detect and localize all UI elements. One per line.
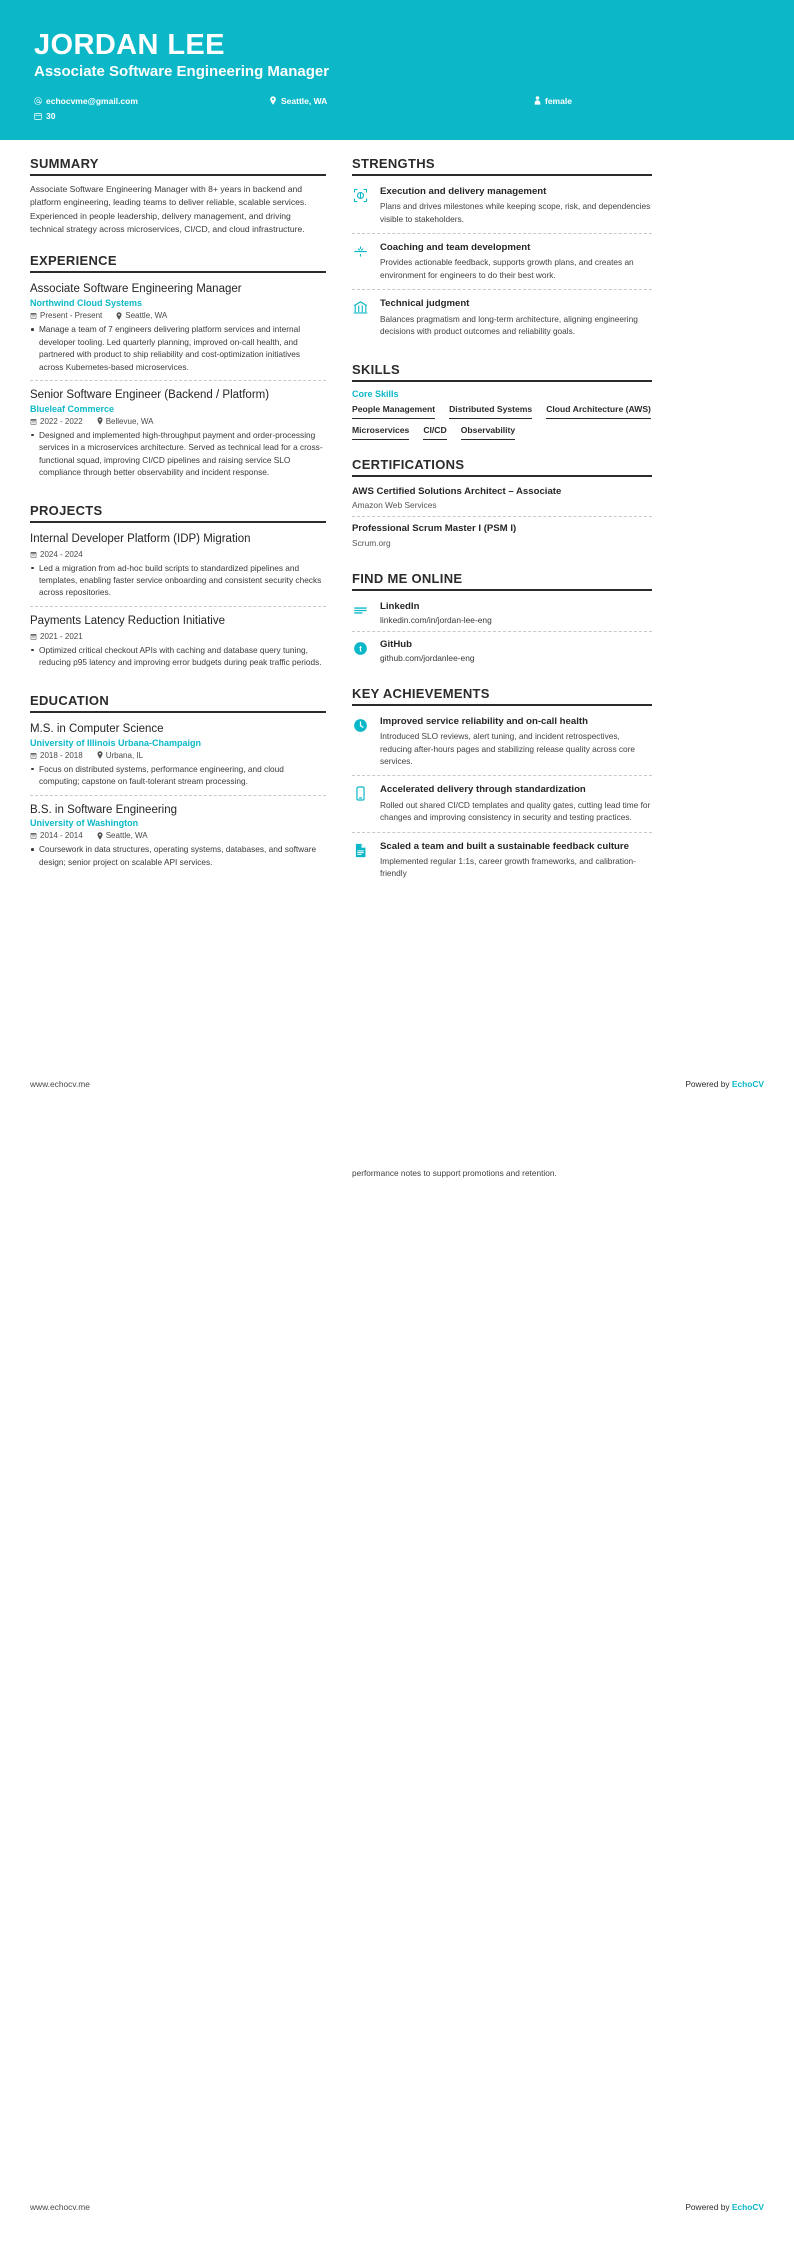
calendar-icon — [30, 752, 37, 759]
education-location — [97, 831, 148, 840]
experience-bullets — [30, 323, 326, 373]
experience-location-value: Seattle, WA — [125, 311, 168, 321]
project-item — [30, 530, 326, 606]
education-school: University of Illinois Urbana-Champaign — [30, 737, 202, 748]
experience-role: Associate Software Engineering Manager — [30, 283, 242, 296]
calendar-icon — [30, 312, 37, 319]
strength-heading: Technical judgment — [380, 298, 470, 310]
achievement-heading: Scaled a team and built a sustainable feedback culture — [380, 840, 629, 852]
calendar-icon — [30, 832, 37, 839]
project-dates — [30, 632, 83, 641]
calendar-icon — [30, 551, 37, 558]
header-banner — [0, 0, 794, 140]
strength-heading: Execution and delivery management — [380, 186, 547, 197]
strength-desc: Plans and drives milestones while keeping scope, risk, and dependencies visible to stakeholders. — [380, 201, 651, 224]
section-projects — [30, 503, 326, 676]
section-summary — [30, 156, 326, 236]
left-column — [30, 156, 326, 905]
bullet: Focus on distributed systems, performance engineering, and cloud computing; capstone on fault-tolerant stream processing. — [30, 763, 326, 788]
contact-gender — [534, 93, 734, 108]
online-profile-github[interactable] — [352, 631, 652, 669]
strength-heading: Coaching and team development — [380, 242, 531, 254]
experience-meta — [30, 417, 326, 426]
bullet: Manage a team of 7 engineers delivering platform services and internal developer tooling. Led quarterly planning, improved on-call health, and partnered with product to ship reliability and cost-optimization initiatives across Kubernetes-based microservices. — [30, 323, 326, 373]
online-profile-label: LinkedIn — [380, 600, 420, 612]
experience-location — [97, 417, 154, 426]
online-profile-url[interactable]: github.com/jordanlee-eng — [380, 652, 475, 663]
achievement-heading: Improved service reliability and on-call health — [380, 715, 588, 727]
contact-email-value: echocvme@gmail.com — [46, 95, 138, 106]
certification-name: AWS Certified Solutions Architect – Associate — [352, 485, 562, 497]
education-item — [30, 720, 326, 795]
achievement-desc-continued: performance notes to support promotions and retention. — [352, 1168, 557, 1178]
calendar-icon — [34, 112, 42, 120]
section-key-achievements — [352, 686, 652, 888]
section-certifications — [352, 457, 652, 554]
location-pin-icon — [116, 312, 122, 320]
project-bullets — [30, 644, 326, 669]
achievement-desc: Rolled out shared CI/CD templates and quality gates, cutting lead time for changes and improving consistency in security and testing practices. — [380, 799, 651, 823]
strength-item — [352, 289, 652, 345]
experience-dates — [30, 311, 102, 320]
education-dates-value: 2018 - 2018 — [40, 750, 83, 760]
github-icon — [352, 639, 371, 657]
certifications-heading: CERTIFICATIONS — [352, 457, 652, 477]
experience-meta — [30, 311, 326, 320]
education-bullets — [30, 763, 326, 788]
footer-powered-prefix: Powered by — [685, 1079, 732, 1089]
strengths-heading: STRENGTHS — [352, 156, 652, 176]
location-pin-icon — [269, 96, 277, 105]
document-icon — [352, 841, 371, 880]
experience-role: Senior Software Engineer (Backend / Platform) — [30, 388, 270, 401]
skill-tag: Microservices — [352, 425, 409, 440]
section-strengths — [352, 156, 652, 345]
project-dates-value: 2021 - 2021 — [40, 631, 83, 641]
bullet: Coursework in data structures, operating systems, databases, and software design; senior project on scalable API services. — [30, 843, 326, 868]
online-profile-url[interactable]: linkedin.com/in/jordan-lee-eng — [380, 614, 492, 625]
bullet: Optimized critical checkout APIs with caching and database query tuning, reducing p95 latency and improving error budgets during peak traffic periods. — [30, 644, 326, 669]
footer-brand: EchoCV — [731, 1079, 764, 1089]
education-degree: M.S. in Computer Science — [30, 722, 164, 735]
location-pin-icon — [97, 832, 103, 840]
certification-item — [352, 484, 652, 516]
project-name: Payments Latency Reduction Initiative — [30, 614, 225, 627]
summary-text: Associate Software Engineering Manager with 8+ years in backend and platform engineering, leading teams to deliver reliable, scalable services. Experienced in people leadership, delivery management, and driving technical strategy across microservices, CI/CD, and cloud infrastructure. — [30, 184, 307, 234]
education-dates — [30, 751, 83, 760]
online-profile-linkedin[interactable] — [352, 598, 652, 631]
education-degree: B.S. in Software Engineering — [30, 803, 178, 816]
linkedin-icon — [352, 601, 371, 619]
education-bullets — [30, 843, 326, 868]
achievement-heading: Accelerated delivery through standardization — [380, 784, 586, 796]
achievement-item — [352, 832, 652, 888]
section-find-me-online — [352, 571, 652, 669]
calendar-icon — [30, 633, 37, 640]
education-dates-value: 2014 - 2014 — [40, 831, 83, 841]
projects-heading: PROJECTS — [30, 503, 326, 523]
project-meta — [30, 550, 326, 559]
clock-icon — [352, 716, 371, 768]
contact-age-value: 30 — [46, 110, 56, 121]
education-location-value: Seattle, WA — [105, 831, 148, 841]
experience-dates-value: Present - Present — [40, 311, 103, 321]
skill-tag: CI/CD — [423, 425, 446, 440]
project-dates-value: 2024 - 2024 — [40, 549, 83, 559]
project-name: Internal Developer Platform (IDP) Migration — [30, 532, 251, 545]
footer-powered-by — [685, 1079, 764, 1089]
education-item — [30, 795, 326, 876]
experience-org: Northwind Cloud Systems — [30, 298, 143, 309]
target-crosshair-icon — [352, 186, 371, 225]
skills-heading: SKILLS — [352, 362, 652, 382]
online-profile-label: GitHub — [380, 638, 412, 650]
bullet: Designed and implemented high-throughput payment and order-processing services in a microservices architecture. Served as technical lead for a cross-functional squad, improving CI/CD pipelines and raising service SLO compliance through better observability and incident response. — [30, 429, 326, 479]
mobile-phone-icon — [352, 784, 371, 823]
certification-item — [352, 516, 652, 553]
section-skills — [352, 362, 652, 439]
project-item — [30, 606, 326, 676]
resume-page-2 — [0, 1123, 794, 2246]
skills-tag-list — [352, 404, 652, 439]
summary-heading: SUMMARY — [30, 156, 326, 176]
candidate-job-title: Associate Software Engineering Manager — [34, 63, 330, 81]
education-school: University of Washington — [30, 818, 139, 829]
section-education — [30, 693, 326, 876]
bullet: Led a migration from ad-hoc build scripts to standardized pipelines and templates, enabling faster service onboarding and consistent security checks across repositories. — [30, 562, 326, 599]
contact-location — [269, 93, 534, 108]
footer-powered-prefix: Powered by — [685, 2202, 732, 2212]
candidate-name: JORDAN LEE — [34, 29, 225, 61]
location-pin-icon — [97, 417, 103, 425]
contact-info — [34, 93, 760, 123]
achievement-desc: Introduced SLO reviews, alert tuning, and incident retrospectives, reducing after-hours pages and stabilizing release quality across core services. — [380, 731, 636, 766]
strength-item — [352, 183, 652, 233]
achievement-desc: Implemented regular 1:1s, career growth frameworks, and calibration-friendly — [380, 855, 636, 879]
person-icon — [534, 96, 541, 105]
project-dates — [30, 550, 83, 559]
project-bullets — [30, 562, 326, 599]
find-me-online-heading: FIND ME ONLINE — [352, 571, 652, 591]
achievement-item — [352, 775, 652, 831]
page-footer — [30, 2202, 764, 2212]
experience-bullets — [30, 429, 326, 479]
experience-item — [30, 280, 326, 380]
certification-issuer: Amazon Web Services — [352, 500, 437, 511]
education-heading: EDUCATION — [30, 693, 326, 713]
certification-name: Professional Scrum Master I (PSM I) — [352, 523, 517, 535]
calendar-icon — [30, 418, 37, 425]
experience-location-value: Bellevue, WA — [105, 416, 154, 426]
footer-powered-by — [685, 2202, 764, 2212]
experience-dates-value: 2022 - 2022 — [40, 416, 83, 426]
contact-age — [34, 108, 269, 123]
education-meta — [30, 751, 326, 760]
key-achievements-heading: KEY ACHIEVEMENTS — [352, 686, 652, 706]
achievement-item — [352, 713, 652, 776]
resume-body — [0, 140, 794, 905]
section-experience — [30, 253, 326, 485]
education-location-value: Urbana, IL — [105, 750, 144, 760]
page-2-left-spacer — [0, 1165, 352, 1179]
contact-location-value: Seattle, WA — [281, 95, 328, 106]
strength-item — [352, 233, 652, 289]
experience-dates — [30, 417, 83, 426]
strength-desc: Provides actionable feedback, supports growth plans, and creates an environment for engineers to do their best work. — [380, 257, 634, 280]
strength-desc: Balances pragmatism and long-term architecture, aligning engineering decisions with product outcomes and reliability goals. — [380, 313, 638, 336]
skills-group-name: Core Skills — [352, 389, 399, 400]
email-icon — [34, 97, 42, 105]
experience-location — [116, 311, 167, 320]
skill-tag: Distributed Systems — [449, 404, 532, 419]
location-pin-icon — [97, 751, 103, 759]
growth-sprout-icon — [352, 242, 371, 281]
page-footer — [30, 1079, 764, 1089]
page-2-body — [0, 1123, 794, 1179]
certification-issuer: Scrum.org — [352, 537, 391, 548]
education-location — [97, 751, 143, 760]
bank-columns-icon — [352, 298, 371, 337]
experience-heading: EXPERIENCE — [30, 253, 326, 273]
right-column — [352, 156, 652, 905]
project-meta — [30, 632, 326, 641]
skill-tag: Observability — [461, 425, 515, 440]
page-2-right-column — [352, 1165, 652, 1179]
education-dates — [30, 831, 83, 840]
skill-tag: People Management — [352, 404, 435, 419]
footer-site[interactable]: www.echocv.me — [30, 2202, 90, 2212]
skill-tag: Cloud Architecture (AWS) — [546, 404, 651, 419]
svg-text:t: t — [359, 644, 362, 654]
education-meta — [30, 831, 326, 840]
contact-gender-value: female — [545, 95, 572, 106]
footer-site[interactable]: www.echocv.me — [30, 1079, 90, 1089]
experience-org: Blueleaf Commerce — [30, 403, 115, 414]
footer-brand: EchoCV — [731, 2202, 764, 2212]
experience-item — [30, 380, 326, 486]
contact-email — [34, 93, 269, 108]
